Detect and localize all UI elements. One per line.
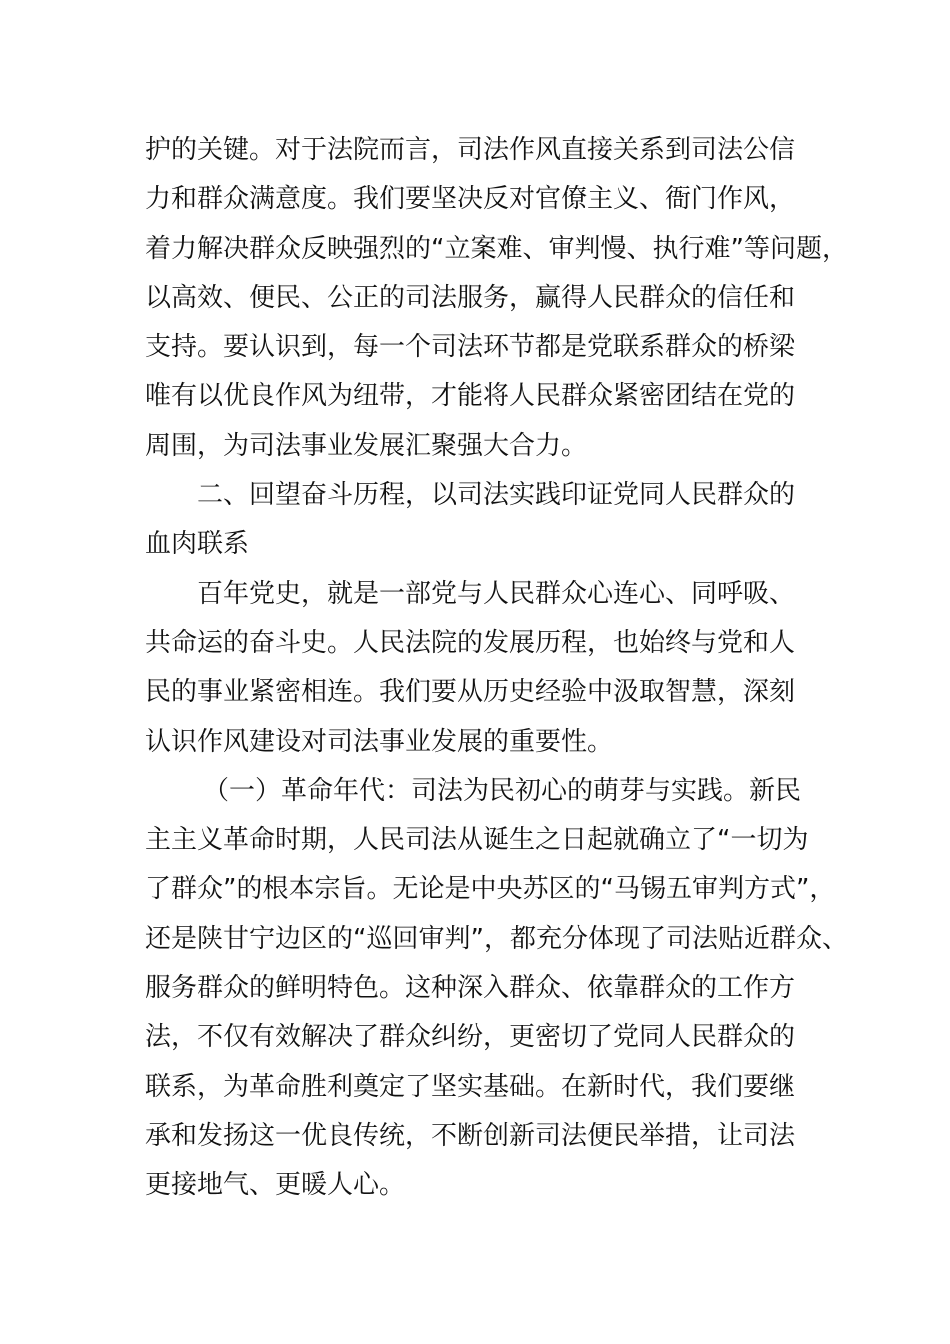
body-line: 还是陕甘宁边区的“巡回审判”，都充分体现了司法贴近群众、 [145, 923, 848, 954]
subsection-heading: （一）革命年代：司法为民初心的萌芽与实践。新民 [203, 775, 802, 806]
body-line: 法，不仅有效解决了群众纠纷，更密切了党同人民群众的 [145, 1022, 796, 1053]
body-line: 更接地气、更暖人心。 [145, 1170, 406, 1201]
section-heading: 二、回望奋斗历程，以司法实践印证党同人民群众的 [197, 480, 796, 511]
body-line: 服务群众的鲜明特色。这种深入群众、依靠群众的工作方 [145, 973, 796, 1004]
body-line: 支持。要认识到，每一个司法环节都是党联系群众的桥梁 [145, 332, 796, 363]
body-line: 力和群众满意度。我们要坚决反对官僚主义、衙门作风， [145, 184, 796, 215]
body-line: 承和发扬这一优良传统，不断创新司法便民举措，让司法 [145, 1120, 796, 1151]
body-line: 联系，为革命胜利奠定了坚实基础。在新时代，我们要继 [145, 1071, 796, 1102]
paragraph-start: 百年党史，就是一部党与人民群众心连心、同呼吸、 [197, 578, 796, 609]
body-line: 护的关键。对于法院而言，司法作风直接关系到司法公信 [145, 135, 796, 165]
body-line: 周围，为司法事业发展汇聚强大合力。 [145, 430, 588, 461]
body-line: 共命运的奋斗史。人民法院的发展历程，也始终与党和人 [145, 627, 796, 658]
body-line: 唯有以优良作风为纽带，才能将人民群众紧密团结在党的 [145, 381, 796, 412]
document-body [145, 126, 848, 1211]
body-line: 主主义革命时期，人民司法从诞生之日起就确立了“一切为 [145, 825, 809, 856]
body-line: 认识作风建设对司法事业发展的重要性。 [145, 726, 614, 757]
section-heading-continued: 血肉联系 [145, 529, 250, 560]
body-line: 以高效、便民、公正的司法服务，赢得人民群众的信任和 [145, 282, 796, 313]
body-line: 了群众”的根本宗旨。无论是中央苏区的“马锡五审判方式”， [145, 874, 836, 905]
body-line: 着力解决群众反映强烈的“立案难、审判慢、执行难”等问题， [145, 233, 848, 264]
body-line: 民的事业紧密相连。我们要从历史经验中汲取智慧，深刻 [145, 677, 796, 708]
